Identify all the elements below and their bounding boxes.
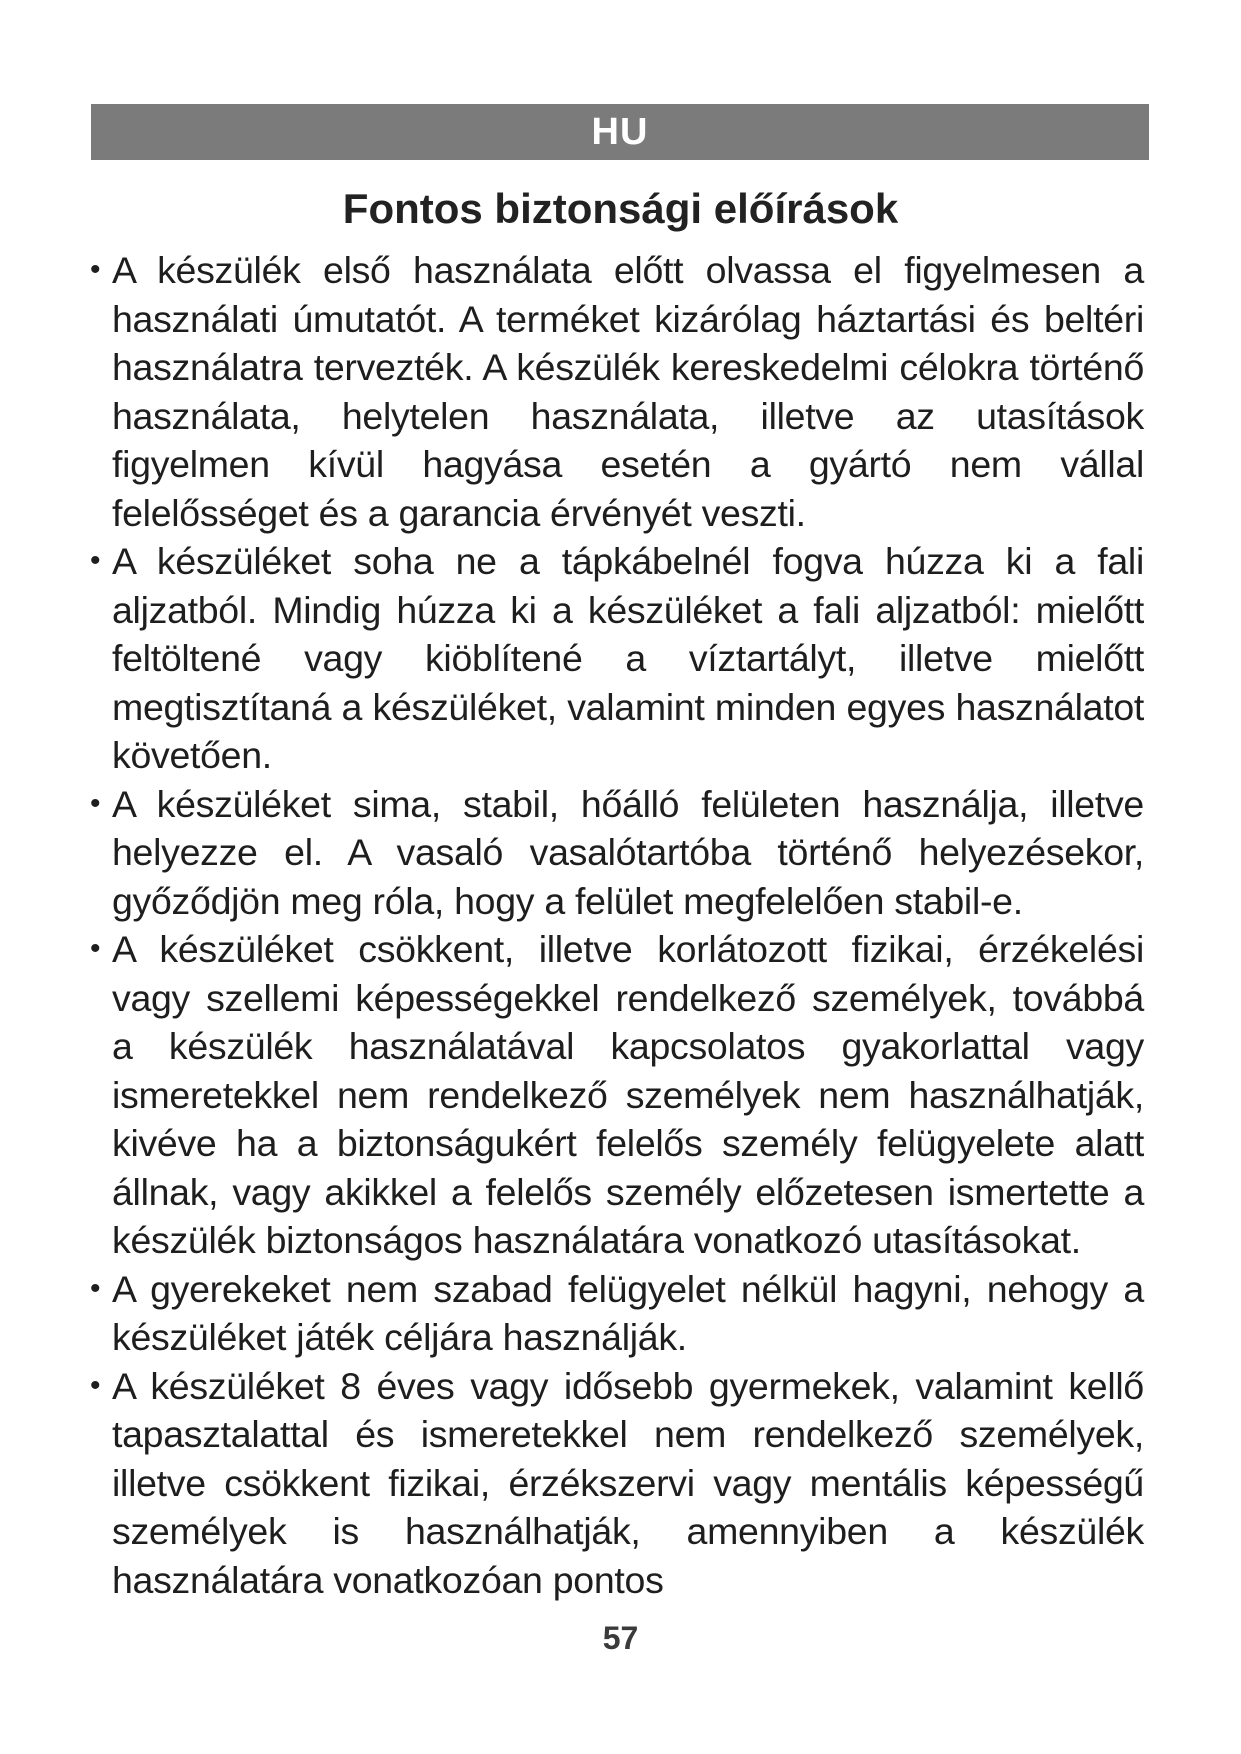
- language-code: HU: [591, 110, 649, 153]
- bullet-dot-icon: •: [90, 1368, 101, 1402]
- list-item: [0, 537, 1144, 780]
- list-item-text: A készüléket 8 éves vagy idősebb gyermekek, valamint kellő tapasztalattal és ismeretekkel nem rendelkező személyek, illetve csökkent fizikai, érzékszervi vagy mentális képességű személyek is használhatják, amennyiben a készülék használatára vonatkozóan pontos: [112, 1364, 1144, 1601]
- list-item-text: A készülék első használata előtt olvassa el figyelmesen a használati úmutatót. A terméket kizárólag háztartási és beltéri használatra tervezték. A készülék kereskedelmi célokra történő használata, helytelen használata, illetve az utasítások figyelmen kívül hagyása esetén a gyártó nem vállal felelősséget és a garancia érvényét veszti.: [112, 249, 1144, 534]
- bullet-dot-icon: •: [90, 544, 101, 577]
- list-item-text: A készüléket soha ne a tápkábelnél fogva húzza ki a fali aljzatból. Mindig húzza ki a készüléket a fali aljzatból: mielőtt feltöltené vagy kiöblítené a víztartályt, illetve mielőtt megtisztítaná a készüléket, valamint minden egyes használatot követően.: [112, 540, 1144, 776]
- list-item: [0, 925, 1144, 1265]
- list-item-text: A készüléket sima, stabil, hőálló felületen használja, illetve helyezze el. A vasaló vasalótartóba történő helyezésekor, győződjön meg róla, hogy a felület megfelelően stabil-e.: [112, 782, 1144, 922]
- bullet-dot-icon: •: [90, 786, 101, 820]
- list-item: [0, 780, 1144, 926]
- list-item-text: A készüléket csökkent, illetve korlátozott fizikai, érzékelési vagy szellemi képességekkel rendelkező személyek, továbbá a készülék használatával kapcsolatos gyakorlattal vagy ismeretekkel nem rendelkező személyek nem használhatják, kivéve ha a biztonságukért felelős személy felügyelete alatt állnak, vagy akikkel a felelős személy előzetesen ismertette a készülék biztonságos használatára vonatkozó utasításokat.: [112, 928, 1144, 1261]
- bullet-dot-icon: •: [90, 1271, 101, 1305]
- bullet-dot-icon: •: [90, 253, 101, 286]
- list-item: [0, 246, 1144, 537]
- language-header-bar: [91, 104, 1149, 160]
- list-item-text: A gyerekeket nem szabad felügyelet nélkül hagyni, nehogy a készüléket játék céljára használják.: [112, 1267, 1144, 1358]
- list-item: [0, 1265, 1144, 1362]
- page-title: Fontos biztonsági előírások: [342, 185, 899, 232]
- page-number: 57: [602, 1620, 639, 1656]
- list-item: [0, 1362, 1144, 1605]
- bullet-dot-icon: •: [90, 932, 101, 965]
- safety-instructions-list: [0, 246, 1144, 1604]
